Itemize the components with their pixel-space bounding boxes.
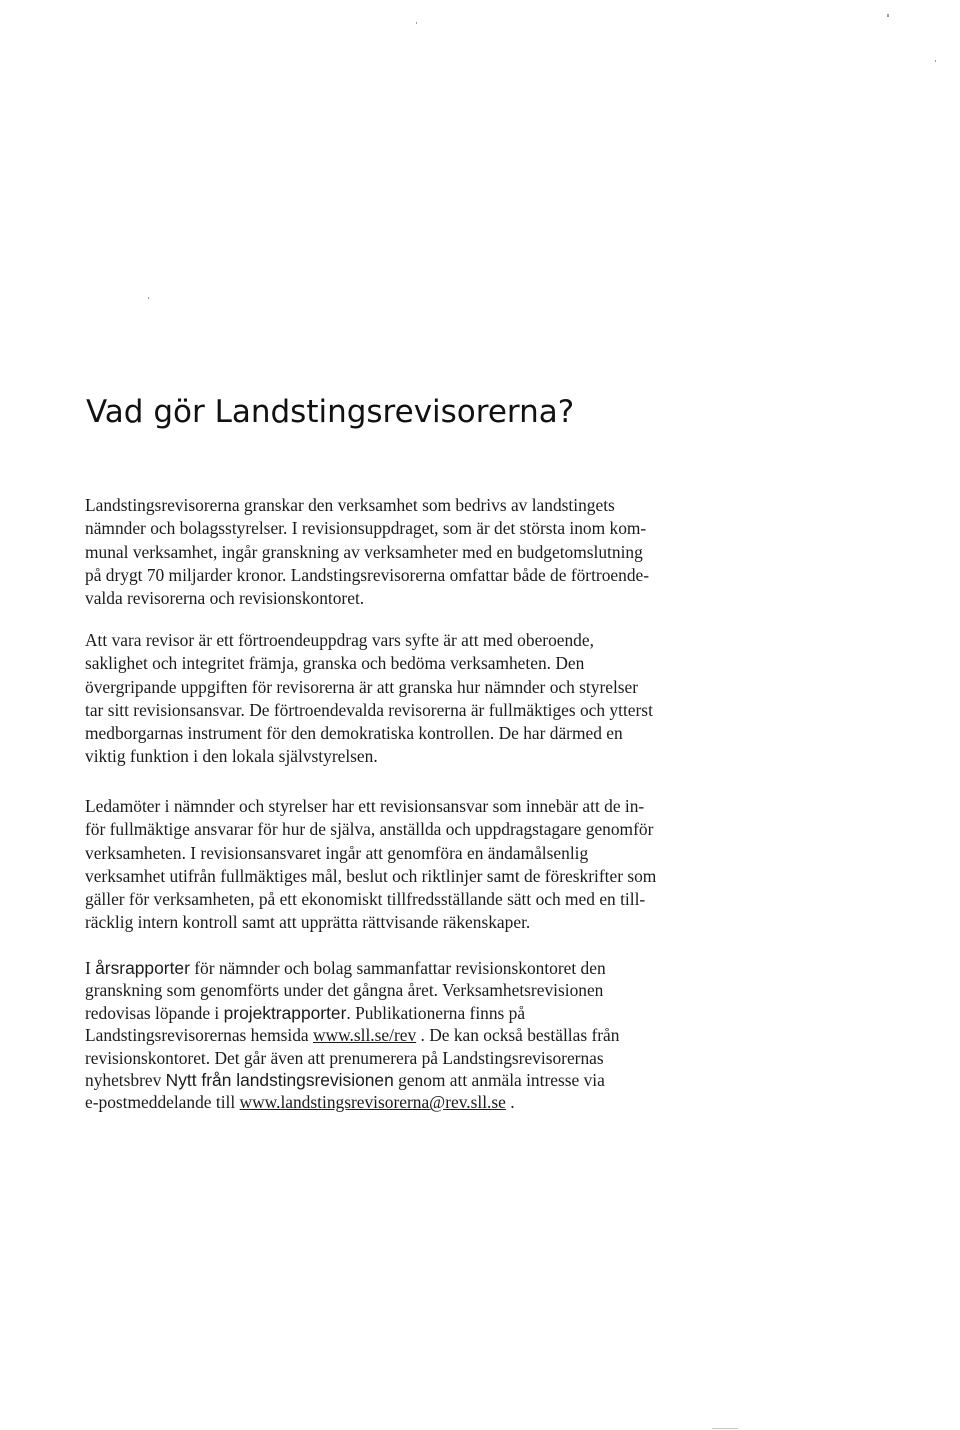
text-line: på drygt 70 miljarder kronor. Landstingsrevisorerna omfattar både de förtroende- (85, 564, 650, 585)
text-run: I (85, 958, 96, 978)
text-run: redovisas löpande i (85, 1002, 224, 1023)
text-line: gäller för verksamheten, på ett ekonomiskt tillfredsställande sätt och med en till- (85, 889, 646, 910)
text-line (85, 1002, 725, 1024)
paragraph-revisor-role (85, 629, 725, 769)
website-link[interactable]: www.sll.se/rev (312, 1025, 417, 1046)
text-line: granskning som genomförts under det gångna året. Verksamhetsrevisionen (85, 980, 604, 1001)
email-link[interactable]: www.landstingsrevisorerna@rev.sll.se (239, 1092, 506, 1113)
highlight-arsrapporter: årsrapporter (95, 958, 190, 978)
scan-speck (935, 60, 936, 62)
text-run: . (505, 1092, 515, 1113)
text-run: genom att anmäla intresse via (393, 1070, 605, 1091)
text-run: . Publikationerna finns på (346, 1002, 526, 1023)
text-line: nämnder och bolagsstyrelser. I revisionsuppdraget, som är det största inom kom- (85, 518, 647, 539)
text-line: Att vara revisor är ett förtroendeuppdrag vars syfte är att med oberoende, (85, 630, 594, 650)
page-title: Vad gör Landstingsrevisorerna? (86, 394, 575, 430)
text-line: övergripande uppgiften för revisorerna är att granska hur nämnder och styrelser (85, 676, 639, 697)
text-line: valda revisorerna och revisionskontoret. (85, 588, 365, 609)
text-run: . De kan också beställas från (416, 1025, 620, 1046)
scan-speck (712, 1428, 738, 1429)
scan-speck (148, 297, 149, 299)
text-line: munal verksamhet, ingår granskning av verksamheter med en budgetomslutning (85, 541, 643, 562)
text-line: räcklig intern kontroll samt att upprätta rättvisande räkenskaper. (85, 912, 531, 933)
text-line: verksamhet utifrån fullmäktiges mål, beslut och riktlinjer samt de föreskrifter som (85, 865, 657, 886)
paragraph-reports (85, 957, 725, 1114)
text-run: e-postmeddelande till (85, 1092, 240, 1113)
text-run: för nämnder och bolag sammanfattar revisionskontoret den (189, 958, 606, 978)
text-line: Ledamöter i nämnder och styrelser har ett revisionsansvar som innebär att de in- (85, 796, 645, 816)
text-run: nyhetsbrev (85, 1070, 166, 1091)
text-line (85, 1069, 725, 1091)
text-run: Landstingsrevisorernas hemsida (85, 1025, 313, 1046)
text-line: verksamheten. I revisionsansvaret ingår att genomföra en ändamålsenlig (85, 842, 589, 863)
text-line (85, 1091, 725, 1113)
text-line: revisionskontoret. Det går även att prenumerera på Landstingsrevisorernas (85, 1047, 604, 1068)
text-line: för fullmäktige ansvarar för hur de själva, anställda och uppdragstagare genomför (85, 819, 654, 840)
paragraph-intro (85, 494, 725, 610)
text-line: viktig funktion i den lokala självstyrelsen. (85, 746, 378, 767)
text-line: Landstingsrevisorerna granskar den verksamhet som bedrivs av landstingets (85, 495, 615, 515)
highlight-newsletter: Nytt från landstingsrevisionen (165, 1070, 394, 1091)
scan-speck (887, 14, 889, 17)
highlight-projektrapporter: projektrapporter (223, 1002, 347, 1023)
text-line: medborgarnas instrument för den demokratiska kontrollen. De har därmed en (85, 723, 623, 744)
paragraph-revision-responsibility (85, 795, 725, 935)
text-line (85, 957, 725, 979)
text-line: saklighet och integritet främja, granska och bedöma verksamheten. Den (85, 653, 585, 674)
text-line: tar sitt revisionsansvar. De förtroendevalda revisorerna är fullmäktiges och ytterst (85, 699, 653, 720)
text-line (85, 1024, 725, 1046)
scan-speck (416, 22, 417, 24)
